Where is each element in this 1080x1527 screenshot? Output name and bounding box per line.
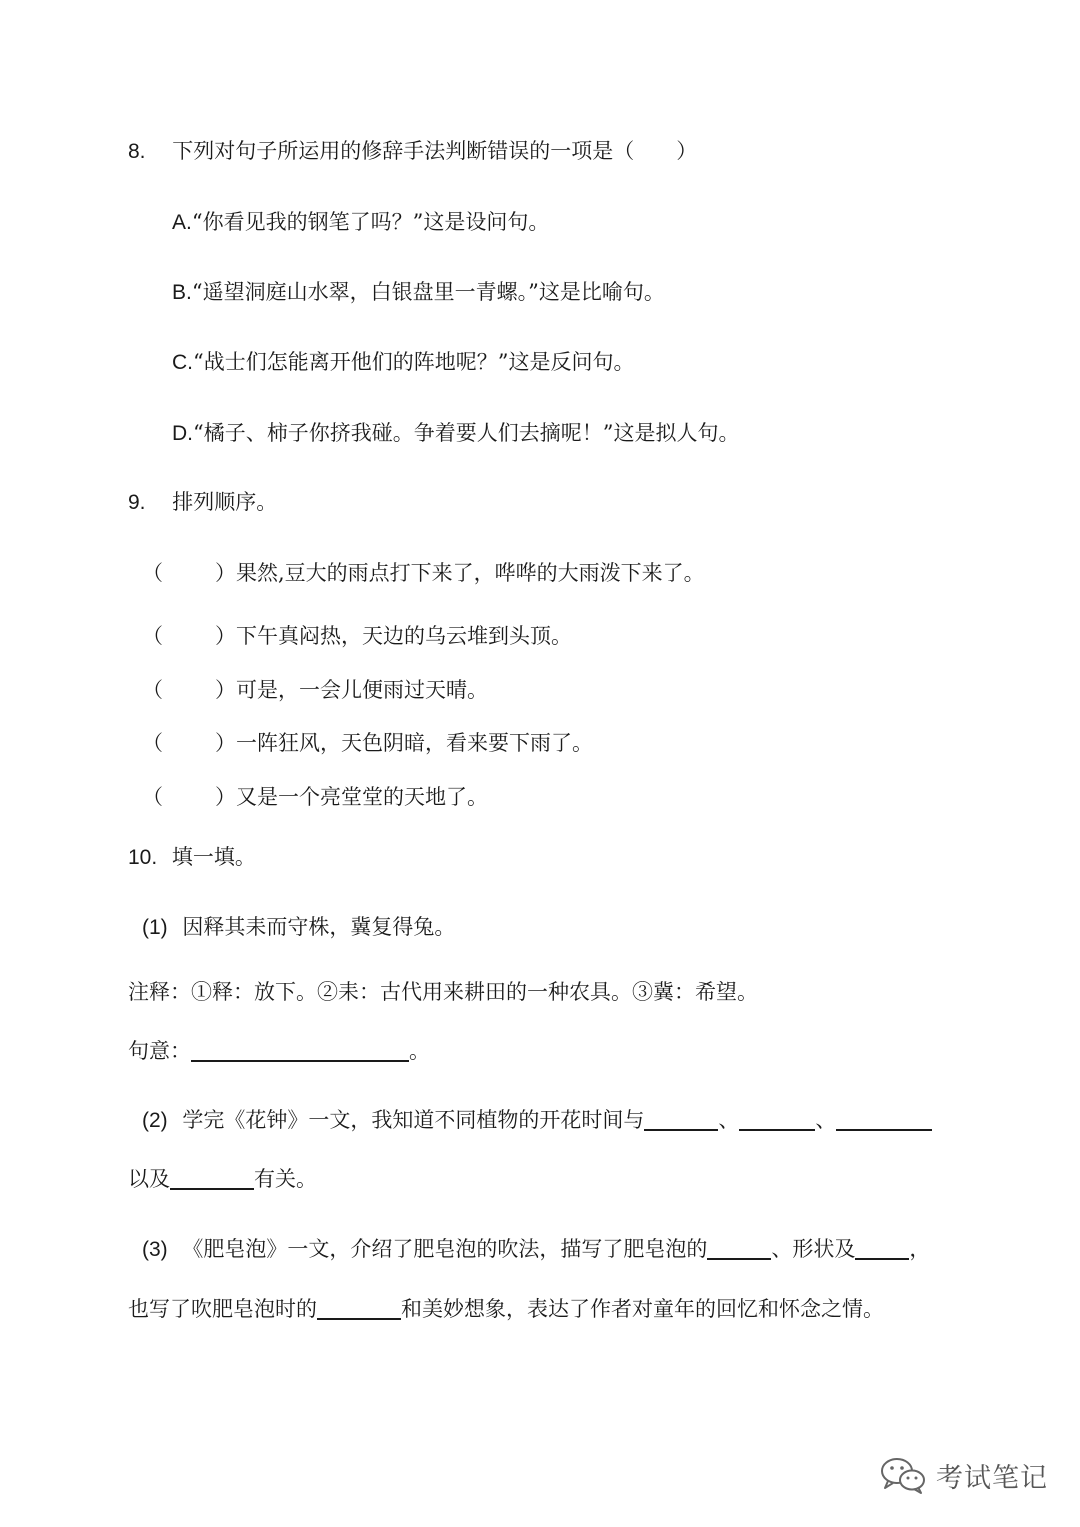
q9-number: 9. [128, 491, 146, 514]
q8-stem [128, 136, 697, 167]
answer-blank[interactable] [836, 1109, 932, 1131]
q10-stem [128, 842, 256, 873]
q10-part1: (1) 因释其耒而守株，冀复得兔。 [142, 915, 456, 939]
watermark-text: 考试笔记 [936, 1462, 1048, 1494]
answer-blank[interactable] [855, 1238, 909, 1260]
q10-stem-text: 填一填。 [171, 845, 256, 869]
answer-blank[interactable] [317, 1298, 401, 1320]
answer-blank[interactable] [170, 1168, 254, 1190]
q9-item: （ ）下午真闷热，天边的乌云堆到头顶。 [142, 624, 572, 648]
answer-blank[interactable] [707, 1238, 771, 1260]
q9-item: （ ）可是，一会儿便雨过天晴。 [142, 678, 488, 702]
q10-note: 注释：①释：放下。②耒：古代用来耕田的一种农具。③冀：希望。 [128, 980, 758, 1004]
q8-number: 8. [128, 140, 146, 163]
q10-part2: (2) 学完《花钟》一文，我知道不同植物的开花时间与 、 、 [142, 1105, 932, 1136]
q10-meaning: 句意： 。 [128, 1039, 430, 1063]
answer-blank[interactable] [644, 1109, 718, 1131]
wechat-icon [878, 1455, 928, 1495]
q9-stem-text: 排列顺序。 [172, 490, 278, 514]
q9-item: （ ）果然,豆大的雨点打下来了，哗哗的大雨泼下来了。 [142, 561, 705, 585]
wechat-watermark [878, 1455, 1048, 1495]
q9-item: （ ）一阵狂风，天色阴暗，看来要下雨了。 [142, 731, 593, 755]
q8-option-a: A.“你看见我的钢笔了吗？”这是设问句。 [172, 210, 550, 234]
q10-part3-cont: 也写了吹肥皂泡时的 和美妙想象，表达了作者对童年的回忆和怀念之情。 [128, 1297, 884, 1321]
q9-item: （ ）又是一个亮堂堂的天地了。 [142, 785, 488, 809]
q10-part3: (3) 《肥皂泡》一文，介绍了肥皂泡的吹法，描写了肥皂泡的 、形状及 ， [142, 1237, 931, 1261]
q8-option-d: D.“橘子、柿子你挤我碰。争着要人们去摘呢！”这是拟人句。 [172, 421, 740, 445]
q8-option-c: C.“战士们怎能离开他们的阵地呢？”这是反问句。 [172, 350, 635, 374]
answer-blank[interactable] [191, 1040, 409, 1062]
q10-number: 10. [128, 846, 158, 869]
q8-stem-text: 下列对句子所运用的修辞手法判断错误的一项是（ ） [172, 139, 698, 163]
answer-blank[interactable] [739, 1109, 815, 1131]
q8-option-b: B.“遥望洞庭山水翠，白银盘里一青螺。”这是比喻句。 [172, 280, 665, 304]
q9-stem [128, 487, 277, 518]
q10-part2-cont: 以及 有关。 [128, 1167, 317, 1191]
